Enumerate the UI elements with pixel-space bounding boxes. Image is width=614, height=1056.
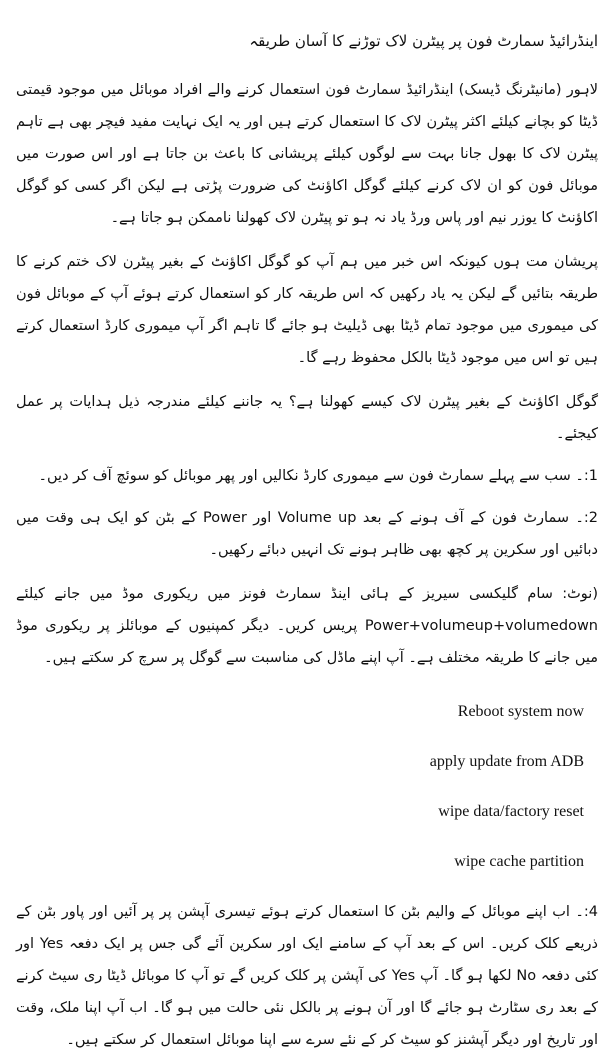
note-paragraph: (نوٹ: سام گلیکسی سیریز کے ہائی اینڈ سمارٹ فونز میں ریکوری موڈ میں جانے کیلئے Power+volumeup+volumedown پریس کریں۔ دیگر کمپنیوں کے موبائلز پر ریکوری موڈ میں جانے کا طریقہ مختلف ہے۔ آپ اپنے ماڈل کی مناسبت سے گوگل پر سرچ کر سکتے ہیں۔: [16, 586, 598, 666]
menu-item-wipe-data: wipe data/factory reset: [438, 803, 584, 820]
article-title: اینڈرائیڈ سمارٹ فون پر پیٹرن لاک توڑنے کا آسان طریقہ: [249, 32, 598, 50]
paragraph-intro: لاہور (مانیٹرنگ ڈیسک) اینڈرائیڈ سمارٹ فون استعمال کرنے والے افراد موبائل میں موجود قیمتی ڈیٹا کو بچانے کیلئے اکثر پیٹرن لاک کا استعمال کرتے ہیں اور یہ ایک نہایت مفید فیچر بھی ہے تاہم پیٹرن لاک کا بھول جانا بہت سے لوگوں کیلئے پریشانی کا باعث بن جاتا ہے اور اس صورت میں موبائل فون کو ان لاک کرنے کیلئے گوگل اکاؤنٹ کی ضرورت پڑتی ہے لیکن اگر کسی کو گوگل اکاؤنٹ کا یوزر نیم اور پاس ورڈ یاد نہ ہو تو پیٹرن لاک کھولنا ناممکن ہو جاتا ہے۔: [16, 82, 598, 226]
menu-item-wipe-cache: wipe cache partition: [454, 853, 584, 870]
menu-item-reboot: Reboot system now: [457, 703, 584, 720]
paragraph-warning: پریشان مت ہوں کیونکہ اس خبر میں ہم آپ کو گوگل اکاؤنٹ کے بغیر پیٹرن لاک ختم کرنے کا طریقہ بتائیں گے لیکن یہ یاد رکھیں کہ اس طریقہ کار کو استعمال کرتے ہوئے آپ کے موبائل فون کی میموری میں موجود تمام ڈیٹا بھی ڈیلیٹ ہو جائے گا تاہم اگر آپ میموری کارڈ استعمال کرتے ہیں تو اس میں موجود ڈیٹا بالکل محفوظ رہے گا۔: [16, 254, 598, 366]
recovery-menu-list: [16, 700, 598, 874]
menu-item-apply-update: apply update from ADB: [429, 753, 584, 770]
step-2: 2:۔ سمارٹ فون کے آف ہونے کے بعد Volume up اور Power کے بٹن کو ایک ہی وقت میں دبائیں اور سکرین پر کچھ بھی ظاہر ہونے تک انہیں دبائے رکھیں۔: [16, 510, 598, 558]
step-1: 1:۔ سب سے پہلے سمارٹ فون سے میموری کارڈ نکالیں اور پھر موبائل کو سوئچ آف کر دیں۔: [38, 468, 598, 484]
step-4: 4:۔ اب اپنے موبائل کے والیم بٹن کا استعمال کرتے ہوئے تیسری آپشن پر پر آئیں اور پاور بٹن کے ذریعے کلک کریں۔ اس کے بعد آپ کے سامنے ایک اور سکرین آئے گی جس پر ایک دفعہ Yes اور کئی دفعہ No لکھا ہو گا۔ آپ Yes کی آپشن پر کلک کریں گے تو آپ کا موبائل ڈیٹا ری سیٹ کرنے کے بعد ری سٹارٹ ہو جائے گا اور آن ہونے پر بالکل نئی حالت میں ہو گا۔ اب آپ اپنا ملک، وقت اور تاریخ اور دیگر آپشنز کو سیٹ کر کے نئے سرے سے اپنا موبائل استعمال کر سکتے ہیں۔: [16, 904, 598, 1048]
paragraph-question: گوگل اکاؤنٹ کے بغیر پیٹرن لاک کیسے کھولنا ہے؟ یہ جاننے کیلئے مندرجہ ذیل ہدایات پر عمل کیجئے۔: [16, 394, 598, 442]
